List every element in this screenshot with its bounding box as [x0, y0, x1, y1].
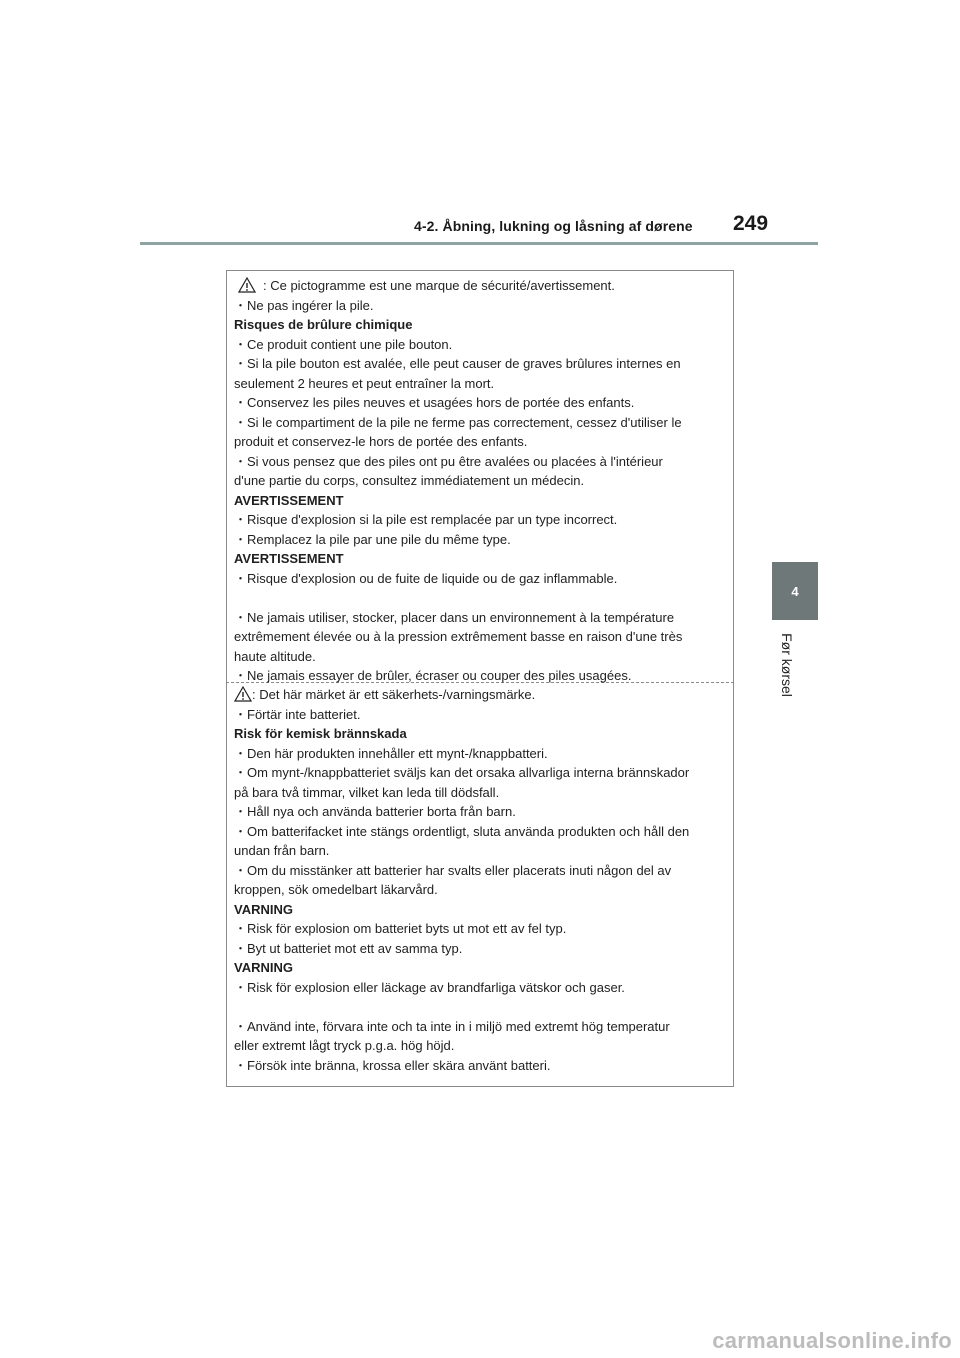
swedish-text-line: ・Använd inte, förvara inte och ta inte in i miljö med extremt hög temperatur	[234, 1018, 670, 1034]
french-icon-line	[234, 276, 726, 296]
swedish-text-line: ・Risk för explosion eller läckage av brandfarliga vätskor och gaser.	[234, 979, 625, 995]
swedish-text-line: ・Om batterifacket inte stängs ordentligt, sluta använda produkten och håll den	[234, 823, 690, 839]
swedish-text-line: eller extremt lågt tryck p.g.a. hög höjd.	[234, 1038, 455, 1053]
swedish-text-line: ・Risk för explosion om batteriet byts ut mot ett av fel typ.	[234, 921, 567, 936]
swedish-heading: VARNING	[234, 901, 293, 917]
french-text-line: ・Remplacez la pile par une pile du même type.	[234, 531, 511, 547]
french-text-line: ・Ne jamais utiliser, stocker, placer dans un environnement à la température	[234, 609, 675, 625]
french-text-line: extrêmement élevée ou à la pression extrêmement basse en raison d'une très	[234, 629, 683, 644]
french-text-line: ・Risque d'explosion si la pile est remplacée par un type incorrect.	[234, 512, 618, 527]
french-text-line: haute altitude.	[234, 648, 316, 664]
french-text-line: d'une partie du corps, consultez immédiatement un médecin.	[234, 473, 585, 488]
swedish-text-line: ・Håll nya och använda batterier borta från barn.	[234, 804, 516, 819]
swedish-text-line: ・Den här produkten innehåller ett mynt-/knappbatteri.	[234, 745, 548, 761]
swedish-text-line: på bara två timmar, vilket kan leda till dödsfall.	[234, 784, 500, 800]
swedish-heading: Risk för kemisk brännskada	[234, 726, 407, 741]
swedish-heading: VARNING	[234, 960, 293, 975]
french-icon-text: : Ce pictogramme est une marque de sécurité/avertissement.	[263, 278, 615, 293]
french-text-line: ・Si le compartiment de la pile ne ferme pas correctement, cessez d'utiliser le	[234, 414, 682, 430]
watermark: carmanualsonline.info	[712, 1328, 952, 1353]
french-text-line: ・Ce produit contient une pile bouton.	[234, 336, 453, 352]
swedish-icon-text: : Det här märket är ett säkerhets-/varningsmärke.	[252, 687, 536, 702]
french-heading: AVERTISSEMENT	[234, 492, 344, 508]
swedish-lines	[234, 705, 726, 1076]
french-blank-line	[234, 588, 726, 608]
french-text-line: ・Risque d'explosion ou de fuite de liquide ou de gaz inflammable.	[234, 570, 618, 586]
french-text-line: seulement 2 heures et peut entraîner la mort.	[234, 375, 495, 391]
french-text-line: ・Ne jamais essayer de brûler, écraser ou couper des piles usagées.	[234, 668, 632, 683]
chapter-label: Før kørsel	[779, 633, 795, 697]
french-lines	[234, 296, 726, 686]
swedish-blank-line	[234, 997, 726, 1017]
french-text-line: ・Conservez les piles neuves et usagées hors de portée des enfants.	[234, 395, 635, 410]
header-rule	[140, 242, 818, 245]
chapter-number: 4	[791, 583, 799, 599]
french-text-line: produit et conservez-le hors de portée des enfants.	[234, 434, 528, 449]
french-heading: AVERTISSEMENT	[234, 551, 344, 566]
french-text-line: ・Si la pile bouton est avalée, elle peut causer de graves brûlures internes en	[234, 356, 681, 371]
french-text-line: ・Si vous pensez que des piles ont pu être avalées ou placées à l'intérieur	[234, 453, 663, 469]
chapter-tab[interactable]	[772, 562, 818, 620]
french-warning-section	[234, 276, 726, 686]
french-heading: Risques de brûlure chimique	[234, 317, 413, 332]
swedish-text-line: undan från barn.	[234, 843, 330, 858]
swedish-text-line: ・Försök inte bränna, krossa eller skära använt batteri.	[234, 1057, 551, 1073]
swedish-text-line: ・Om du misstänker att batterier har svalts eller placerats inuti någon del av	[234, 862, 672, 878]
swedish-icon-line	[234, 685, 726, 705]
swedish-text-line: ・Byt ut batteriet mot ett av samma typ.	[234, 940, 463, 956]
swedish-warning-section	[234, 685, 726, 1075]
section-title: 4-2. Åbning, lukning og låsning af dørene	[414, 218, 693, 234]
french-text-line: ・Ne pas ingérer la pile.	[234, 297, 374, 313]
page-number: 249	[733, 212, 769, 235]
swedish-text-line: ・Om mynt-/knappbatteriet sväljs kan det orsaka allvarliga interna brännskador	[234, 765, 690, 780]
swedish-text-line: ・Förtär inte batteriet.	[234, 706, 361, 722]
swedish-text-line: kroppen, sök omedelbart läkarvård.	[234, 882, 438, 897]
